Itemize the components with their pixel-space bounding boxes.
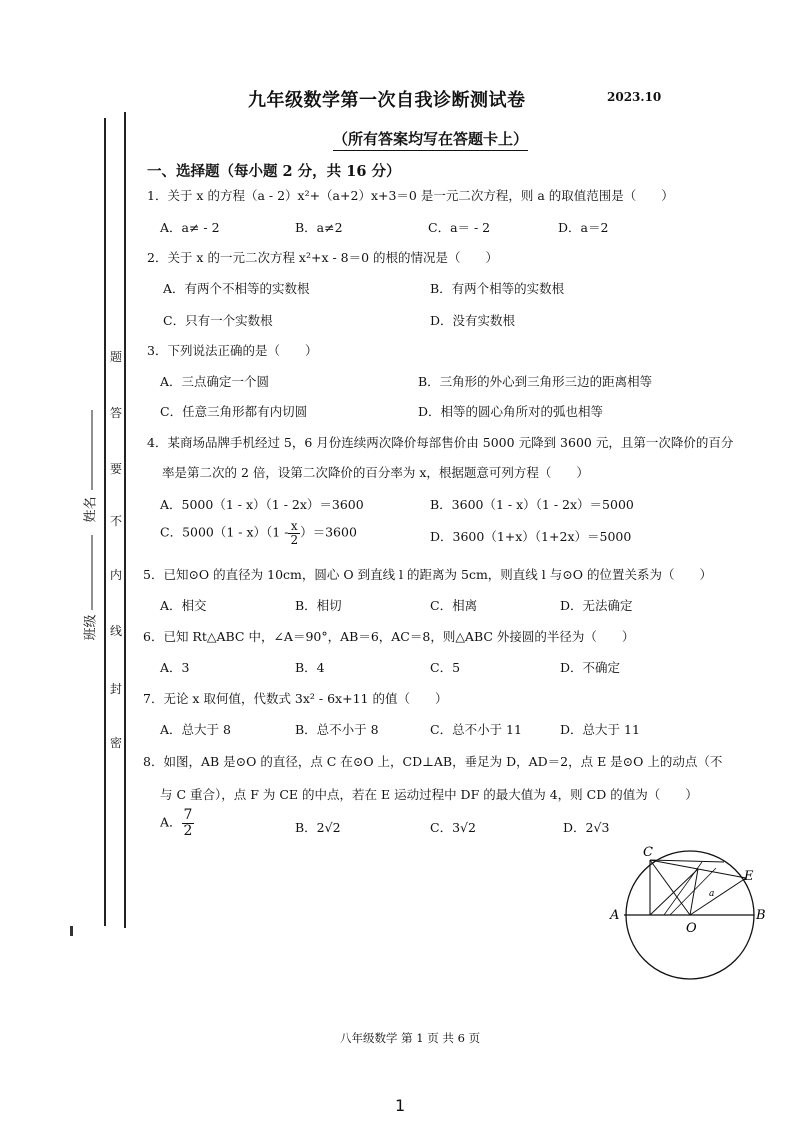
question-4-option-c — [160, 520, 357, 546]
exam-title: 九年级数学第一次自我诊断测试卷 — [248, 90, 526, 111]
seal-char: 密 — [110, 736, 123, 750]
question-2-option-d: D．没有实数根 — [430, 313, 516, 328]
fraction — [288, 520, 300, 546]
question-8-stem: 8．如图，AB 是⊙O 的直径，点 C 在⊙O 上，CD⊥AB，垂足为 D，AD＝2，点 E 是⊙O 上的动点（不 — [143, 754, 723, 769]
fraction-numerator: 7 — [183, 807, 193, 823]
question-4-option-b: B．3600（1 - x）（1 - 2x）＝5000 — [430, 497, 634, 512]
question-3-option-b: B．三角形的外心到三角形三边的距离相等 — [418, 374, 653, 389]
question-6-option-c: C．5 — [430, 660, 461, 675]
question-2-option-c: C．只有一个实数根 — [163, 313, 273, 328]
exam-subtitle: （所有答案均写在答题卡上） — [333, 128, 528, 151]
seal-char: 内 — [110, 568, 123, 582]
question-3-option-c: C．任意三角形都有内切圆 — [160, 404, 308, 419]
question-8-option-c: C．3√2 — [430, 820, 476, 835]
question-3-option-a: A．三点确定一个圆 — [160, 374, 270, 389]
label-c: C — [643, 845, 653, 860]
question-3-option-d: D．相等的圆心角所对的弧也相等 — [418, 404, 604, 419]
question-3-stem: 3．下列说法正确的是（ ） — [147, 343, 318, 358]
question-7-option-b: B．总不小于 8 — [295, 722, 379, 737]
class-label: 班级 — [83, 614, 99, 641]
question-7-stem: 7．无论 x 取何值，代数式 3x² - 6x+11 的值（ ） — [143, 691, 448, 706]
seal-char: 题 — [110, 350, 123, 364]
seal-char: 封 — [110, 682, 123, 696]
label-a-small: a — [709, 889, 715, 899]
question-4-stem: 4．某商场品牌手机经过 5，6 月份连续两次降价每部售价由 5000 元降到 3600 元，且第一次降价的百分 — [147, 435, 734, 450]
question-4-option-c-prefix: C．5000（1 - x）（1 - — [160, 524, 289, 540]
exam-date: 2023.10 — [607, 90, 662, 104]
label-a: A — [610, 908, 620, 923]
fraction-denominator: 2 — [290, 532, 299, 547]
circle-figure — [606, 840, 774, 990]
question-7-option-a: A．总大于 8 — [160, 722, 231, 737]
question-2-stem: 2．关于 x 的一元二次方程 x²+x - 8＝0 的根的情况是（ ） — [147, 250, 499, 265]
label-o: O — [686, 921, 697, 936]
question-5-option-c: C．相离 — [430, 598, 478, 613]
question-1-stem: 1．关于 x 的方程（a - 2）x²+（a+2）x+3＝0 是一元二次方程，则 a 的取值范围是（ ） — [147, 188, 674, 203]
question-1-option-a: A．a≠ - 2 — [160, 220, 220, 235]
question-1-option-d: D．a＝2 — [558, 220, 609, 235]
question-4-option-a: A．5000（1 - x）（1 - 2x）＝3600 — [160, 497, 364, 512]
question-8-option-a-prefix: A． — [160, 814, 182, 830]
question-8-option-a — [160, 808, 194, 838]
label-b: B — [756, 908, 766, 923]
question-7-option-d: D．总大于 11 — [560, 722, 640, 737]
question-2-option-a: A．有两个不相等的实数根 — [163, 281, 310, 296]
question-6-stem: 6．已知 Rt△ABC 中，∠A＝90°，AB＝6，AC＝8，则△ABC 外接圆的半径为（ ） — [143, 629, 635, 644]
question-8-option-d: D．2√3 — [563, 820, 610, 835]
question-4-option-d: D．3600（1+x）（1+2x）＝5000 — [430, 529, 632, 544]
name-underline — [82, 410, 102, 610]
question-7-option-c: C．总不小于 11 — [430, 722, 522, 737]
question-6-option-a: A．3 — [160, 660, 190, 675]
label-e: E — [744, 869, 754, 884]
binding-line-inner — [124, 112, 126, 928]
question-6-option-d: D．不确定 — [560, 660, 621, 675]
fraction-numerator: x — [288, 520, 300, 534]
section-heading: 一、选择题（每小题 2 分，共 16 分） — [147, 163, 401, 180]
question-8-stem-cont: 与 C 重合），点 F 为 CE 的中点，若在 E 运动过程中 DF 的最大值为 4，则 CD 的值为（ ） — [160, 787, 698, 802]
question-1-option-b: B．a≠2 — [295, 220, 343, 235]
question-5-stem: 5．已知⊙O 的直径为 10cm，圆心 O 到直线 l 的距离为 5cm，则直线 l 与⊙O 的位置关系为（ ） — [143, 567, 712, 582]
page-number: 1 — [395, 1096, 406, 1115]
question-2-option-b: B．有两个相等的实数根 — [430, 281, 565, 296]
question-5-option-a: A．相交 — [160, 598, 207, 613]
question-1-option-c: C．a＝ - 2 — [428, 220, 491, 235]
seal-char: 答 — [110, 406, 123, 420]
question-4-stem-cont: 率是第二次的 2 倍，设第二次降价的百分率为 x，根据题意可列方程（ ） — [162, 465, 589, 480]
segment-oe — [690, 878, 746, 915]
seal-char: 不 — [110, 514, 123, 528]
fraction-denominator: 2 — [183, 822, 193, 839]
page-footer: 八年级数学 第 1 页 共 6 页 — [340, 1031, 481, 1045]
question-5-option-d: D．无法确定 — [560, 598, 633, 613]
margin-mark — [70, 926, 73, 936]
question-4-option-c-suffix: ）＝3600 — [300, 524, 357, 540]
fraction — [182, 808, 195, 838]
seal-char: 要 — [110, 462, 123, 476]
question-8-option-b: B．2√2 — [295, 820, 341, 835]
binding-line-outer — [104, 118, 106, 926]
seal-char: 线 — [110, 624, 123, 638]
student-name-label: 姓名 — [83, 496, 99, 523]
question-6-option-b: B．4 — [295, 660, 325, 675]
question-5-option-b: B．相切 — [295, 598, 342, 613]
